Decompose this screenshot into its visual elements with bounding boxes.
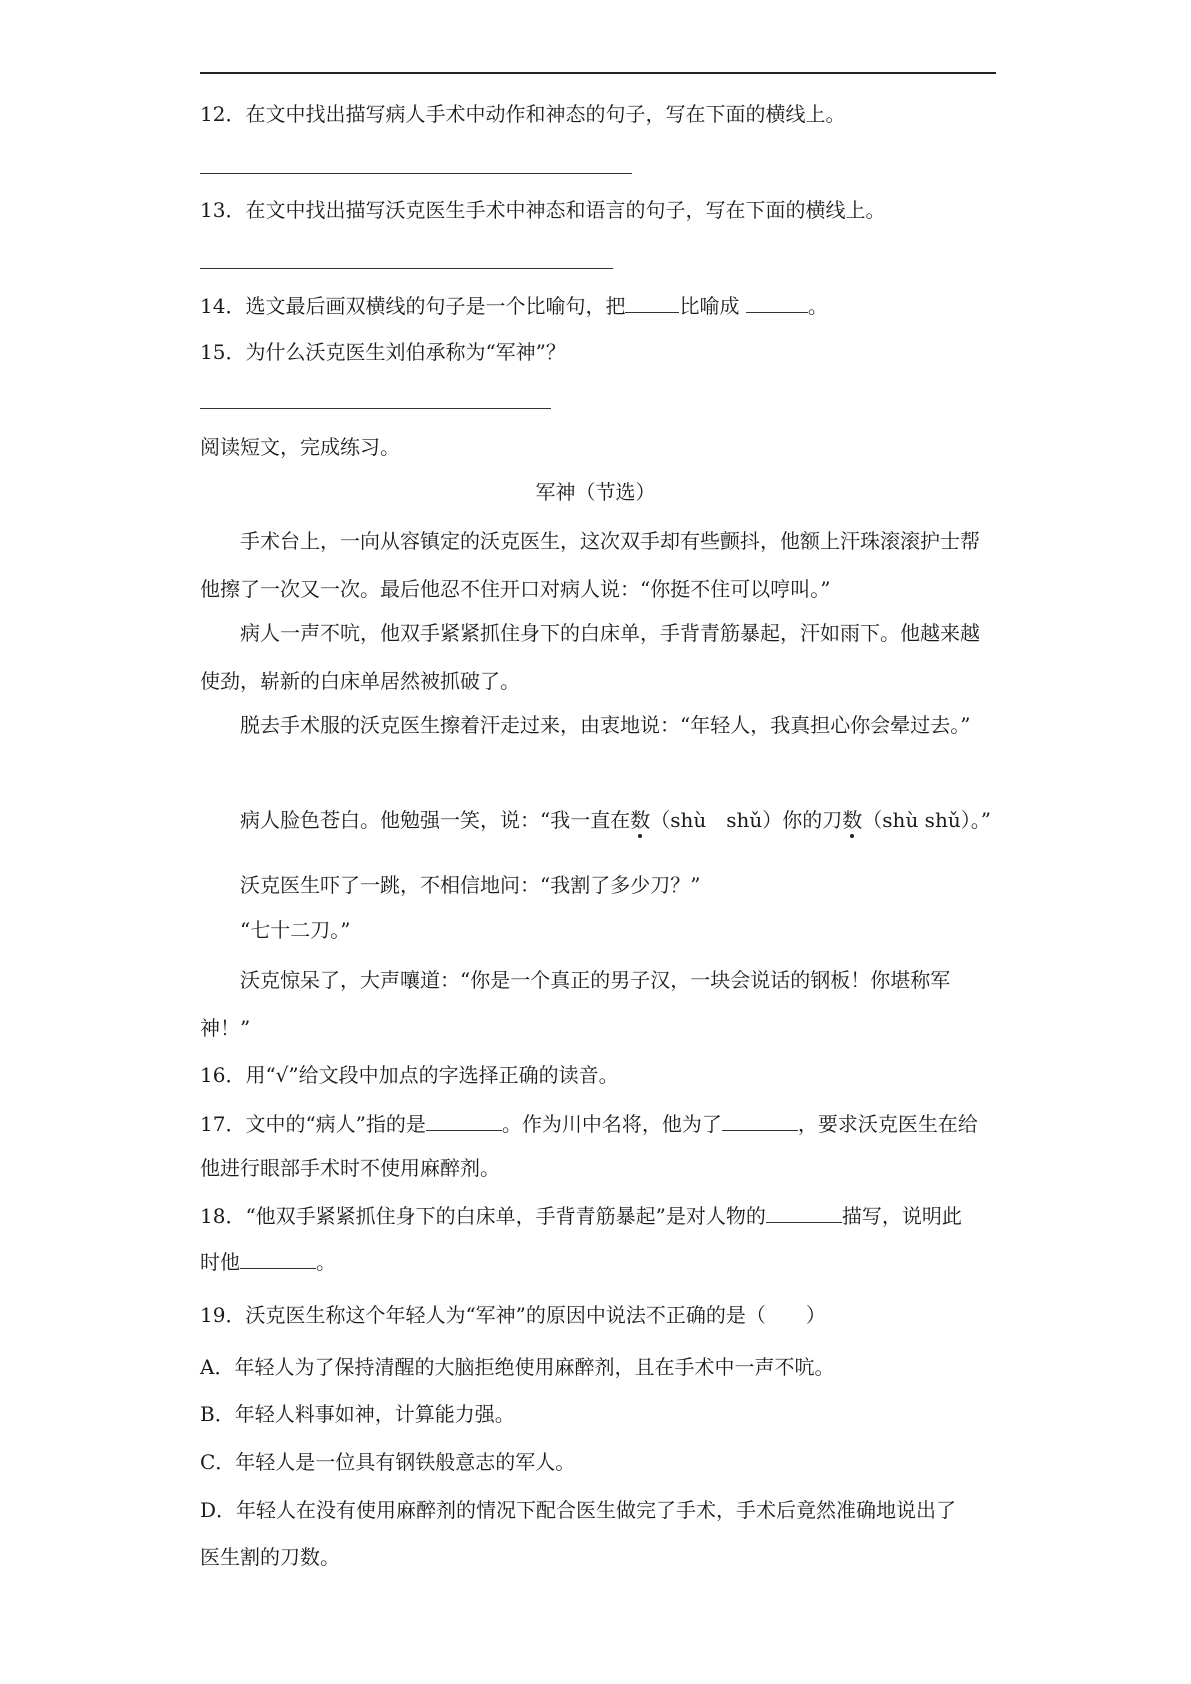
blank-18-b[interactable] bbox=[240, 1246, 316, 1269]
passage-p4-part-a: 病人脸色苍白。他勉强一笑，说：“我一直在 bbox=[240, 808, 631, 832]
passage-p4-part-b: （shù shǔ）你的刀 bbox=[650, 808, 843, 832]
question-13: 13．在文中找出描写沃克医生手术中神态和语言的句子，写在下面的横线上。 bbox=[200, 198, 886, 222]
question-15: 15．为什么沃克医生刘伯承称为“军神”？ bbox=[200, 340, 566, 364]
header-rule bbox=[200, 72, 996, 74]
blank-17-a[interactable] bbox=[426, 1108, 502, 1131]
option-d-line-2[interactable]: 医生割的刀数。 bbox=[200, 1545, 340, 1569]
option-b[interactable]: B．年轻人料事如神，计算能力强。 bbox=[200, 1402, 515, 1426]
question-16: 16．用“√”给文段中加点的字选择正确的读音。 bbox=[200, 1063, 619, 1087]
blank-18-a[interactable] bbox=[766, 1200, 842, 1223]
question-17-line-1 bbox=[200, 1108, 978, 1138]
option-d-line-1[interactable]: D．年轻人在没有使用麻醉剂的情况下配合医生做完了手术，手术后竟然准确地说出了 bbox=[200, 1498, 957, 1522]
question-18-line-1 bbox=[200, 1200, 962, 1230]
question-14 bbox=[200, 290, 828, 320]
answer-line-15[interactable] bbox=[200, 408, 551, 409]
blank-17-b[interactable] bbox=[722, 1108, 798, 1131]
question-18-d: 。 bbox=[316, 1250, 336, 1274]
question-17-a: 17．文中的“病人”指的是 bbox=[200, 1112, 426, 1136]
passage-paragraph-5: 沃克医生吓了一跳，不相信地问：“我割了多少刀？” bbox=[240, 873, 701, 897]
question-14-pre: 14．选文最后画双横线的句子是一个比喻句，把 bbox=[200, 294, 626, 318]
answer-line-13[interactable] bbox=[200, 268, 613, 269]
answer-line-12[interactable] bbox=[200, 173, 632, 174]
question-14-mid: 比喻成 bbox=[679, 294, 740, 318]
passage-paragraph-1: 手术台上，一向从容镇定的沃克医生，这次双手却有些颤抖，他额上汗珠滚滚护士帮他擦了一次又一次。最后他忍不住开口对病人说：“你挺不住可以哼叫。” bbox=[200, 529, 980, 601]
reading-intro: 阅读短文，完成练习。 bbox=[200, 435, 400, 459]
question-18-b: 描写，说明此 bbox=[841, 1204, 962, 1228]
passage-p4-part-c: （shù shǔ）。” bbox=[862, 808, 991, 832]
question-18-a: 18．“他双手紧紧抓住身下的白床单，手背青筋暴起”是对人物的 bbox=[200, 1204, 766, 1228]
question-12: 12．在文中找出描写病人手术中动作和神态的句子，写在下面的横线上。 bbox=[200, 102, 846, 126]
passage-paragraph-3: 脱去手术服的沃克医生擦着汗走过来，由衷地说：“年轻人，我真担心你会晕过去。” bbox=[240, 713, 971, 737]
blank-14-b[interactable] bbox=[746, 290, 808, 313]
option-a[interactable]: A．年轻人为了保持清醒的大脑拒绝使用麻醉剂，且在手术中一声不吭。 bbox=[200, 1355, 835, 1379]
passage-paragraph-2: 病人一声不吭，他双手紧紧抓住身下的白床单，手背青筋暴起，汗如雨下。他越来越使劲，崭新的白床单居然被抓破了。 bbox=[200, 621, 980, 693]
passage-paragraph-6: “七十二刀。” bbox=[240, 918, 351, 942]
question-18-c: 时他 bbox=[200, 1250, 240, 1274]
dotted-char-2: 数 bbox=[842, 808, 863, 832]
passage-paragraph-4 bbox=[200, 796, 996, 844]
blank-14-a[interactable] bbox=[625, 290, 679, 313]
question-17-c: ，要求沃克医生在给 bbox=[797, 1112, 978, 1136]
dotted-char-1: 数 bbox=[630, 808, 651, 832]
question-19: 19．沃克医生称这个年轻人为“军神”的原因中说法不正确的是（ ） bbox=[200, 1303, 826, 1327]
question-17-line-2: 他进行眼部手术时不使用麻醉剂。 bbox=[200, 1156, 500, 1180]
passage-title: 军神（节选） bbox=[535, 480, 656, 504]
passage-paragraph-7: 沃克惊呆了，大声嚷道：“你是一个真正的男子汉，一块会说话的钢板！你堪称军神！” bbox=[200, 968, 951, 1040]
question-17-b: 。作为川中名将，他为了 bbox=[501, 1112, 722, 1136]
option-c[interactable]: C．年轻人是一位具有钢铁般意志的军人。 bbox=[200, 1450, 576, 1474]
question-18-line-2 bbox=[200, 1246, 336, 1276]
question-14-post: 。 bbox=[807, 294, 828, 318]
